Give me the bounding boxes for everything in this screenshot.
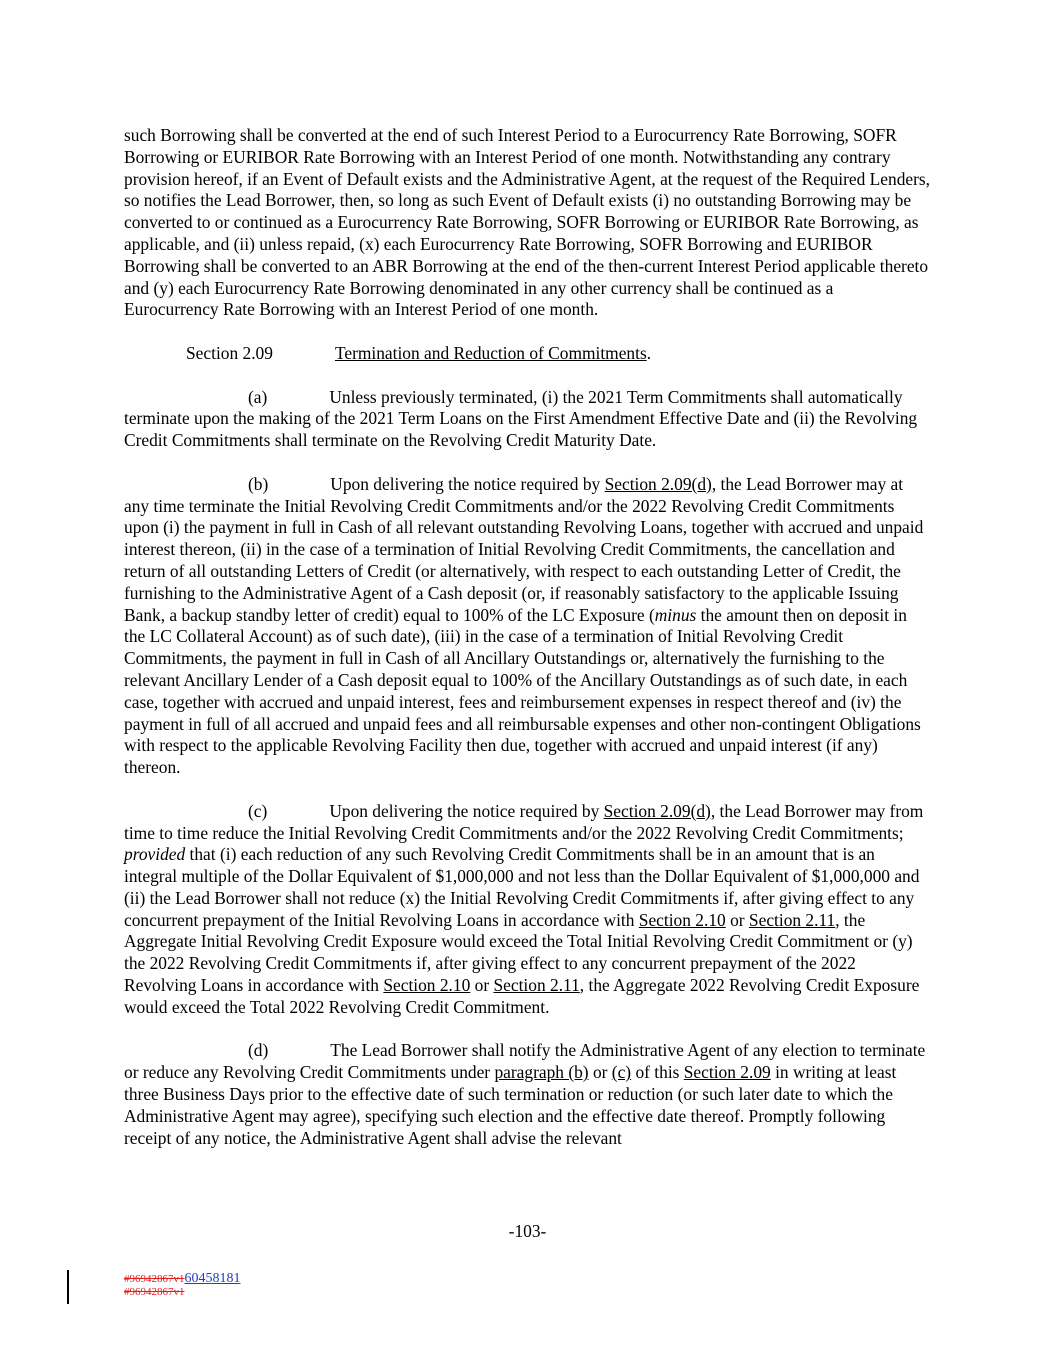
cross-reference-link[interactable]: Section 2.11 <box>493 975 580 996</box>
cross-reference-link[interactable]: Section 2.09(d) <box>604 473 712 494</box>
paragraph-c: (c) Upon delivering the notice required by Section 2.09(d), the Lead Borrower may from time to time reduce the Initial Revolving Credit Commitments and/or the 2022 Revolving Credit Commitments; provided that (i) each reduction of any such Revolving Credit Commitments shall be in an amount that is an integral multiple of the Dollar Equivalent of $1,000,000 and not less than the Dollar Equivalent of $1,000,000 and (ii) the Lead Borrower shall not reduce (x) the Initial Revolving Credit Commitments if, after giving effect to any concurrent prepayment of the Initial Revolving Loans in accordance with Section 2.10 or Section 2.11, the Aggregate Initial Revolving Credit Exposure would exceed the Total Initial Revolving Credit Commitment or (y) the 2022 Revolving Credit Commitments if, after giving effect to any concurrent prepayment of the 2022 Revolving Loans in accordance with Section 2.10 or Section 2.11, the Aggregate 2022 Revolving Credit Exposure would exceed the Total 2022 Revolving Credit Commitment. <box>124 800 924 1017</box>
paragraph-b-label: (b) <box>248 473 269 494</box>
cross-reference-link[interactable]: Section 2.09(d) <box>603 800 711 821</box>
opening-paragraph: such Borrowing shall be converted at the end of such Interest Period to a Eurocurrency Rate Borrowing, SOFR Borrowing or EURIBOR Rate Borrowing with an Interest Period of one month. Notwithstanding any contrary provision hereof, if an Event of Default exists and the Administrative Agent, at the request of the Required Lenders, so notifies the Lead Borrower, then, so long as such Event of Default exists (i) no outstanding Borrowing may be converted to or continued as a Eurocurrency Rate Borrowing, SOFR Borrowing or EURIBOR Rate Borrowing, as applicable, and (ii) unless repaid, (x) each Eurocurrency Rate Borrowing, SOFR Borrowing and EURIBOR Borrowing shall be converted to an ABR Borrowing at the end of the then-current Interest Period applicable thereto and (y) each Eurocurrency Rate Borrowing denominated in any other currency shall be continued as a Eurocurrency Rate Borrowing with an Interest Period of one month. <box>124 125 931 320</box>
cross-reference-link[interactable]: Section 2.10 <box>638 909 726 930</box>
change-bar <box>67 1270 69 1304</box>
paragraph-a: (a) Unless previously terminated, (i) the 2021 Term Commitments shall automatically terminate upon the making of the 2021 Term Loans on the First Amendment Effective Date and (ii) the Revolving Credit Commitments shall terminate on the Revolving Credit Maturity Date. <box>124 386 918 451</box>
paragraph-a-label: (a) <box>248 386 268 407</box>
inserted-document-id: 60458181 <box>184 1271 241 1286</box>
document-id-footer <box>124 1272 241 1299</box>
section-number: Section 2.09 <box>186 342 273 363</box>
cross-reference-link[interactable]: Section 2.09 <box>683 1062 771 1083</box>
paragraph-c-label: (c) <box>248 800 268 821</box>
cross-reference-link[interactable]: (c) <box>611 1062 632 1083</box>
paragraph-d-label: (d) <box>248 1040 269 1061</box>
paragraph-b: (b) Upon delivering the notice required by Section 2.09(d), the Lead Borrower may at any time terminate the Initial Revolving Credit Commitments and/or the 2022 Revolving Credit Commitments upon (i) the payment in full in Cash of all relevant outstanding Revolving Loans, together with accrued and unpaid interest thereon, (ii) in the case of a termination of Initial Revolving Credit Commitments, the cancellation and return of all outstanding Letters of Credit (or alternatively, with respect to each outstanding Letter of Credit, the furnishing to the Administrative Agent of a Cash deposit (or, if reasonably satisfactory to the applicable Issuing Bank, a backup standby letter of credit) equal to 100% of the LC Exposure (minus the amount then on deposit in the LC Collateral Account) as of such date), (iii) in the case of a termination of Initial Revolving Credit Commitments, the payment in full in Cash of all Ancillary Outstandings or, alternatively the furnishing to the relevant Ancillary Lender of a Cash deposit equal to 100% of the Ancillary Outstandings as of such date, in each case, together with accrued and unpaid interest, fees and reimbursement expenses in respect thereof and (iv) the payment in full of all accrued and unpaid fees and all reimbursable expenses and other non-contingent Obligations with respect to the applicable Revolving Facility then due, together with accrued and unpaid interest (if any) thereon. <box>124 473 924 778</box>
page-number: -103- <box>508 1221 547 1241</box>
document-body <box>124 125 932 1149</box>
cross-reference-link[interactable]: Section 2.10 <box>383 975 471 996</box>
deleted-document-id: #96942867v1 <box>124 1273 185 1285</box>
paragraph-d: (d) The Lead Borrower shall notify the Administrative Agent of any election to terminate or reduce any Revolving Credit Commitments under paragraph (b) or (c) of this Section 2.09 in writing at least three Business Days prior to the effective date of such termination or reduction (or such later date to which the Administrative Agent may agree), specifying such election and the effective date thereof. Promptly following receipt of any notice, the Administrative Agent shall advise the relevant <box>124 1040 926 1148</box>
section-title: Termination and Reduction of Commitments <box>334 342 647 363</box>
cross-reference-link[interactable]: paragraph (b) <box>494 1062 589 1083</box>
cross-reference-link[interactable]: Section 2.11 <box>748 909 836 930</box>
deleted-document-id-2: #96942867v1 <box>124 1286 185 1298</box>
section-heading: Section 2.09 Termination and Reduction of Commitments. <box>186 342 652 363</box>
